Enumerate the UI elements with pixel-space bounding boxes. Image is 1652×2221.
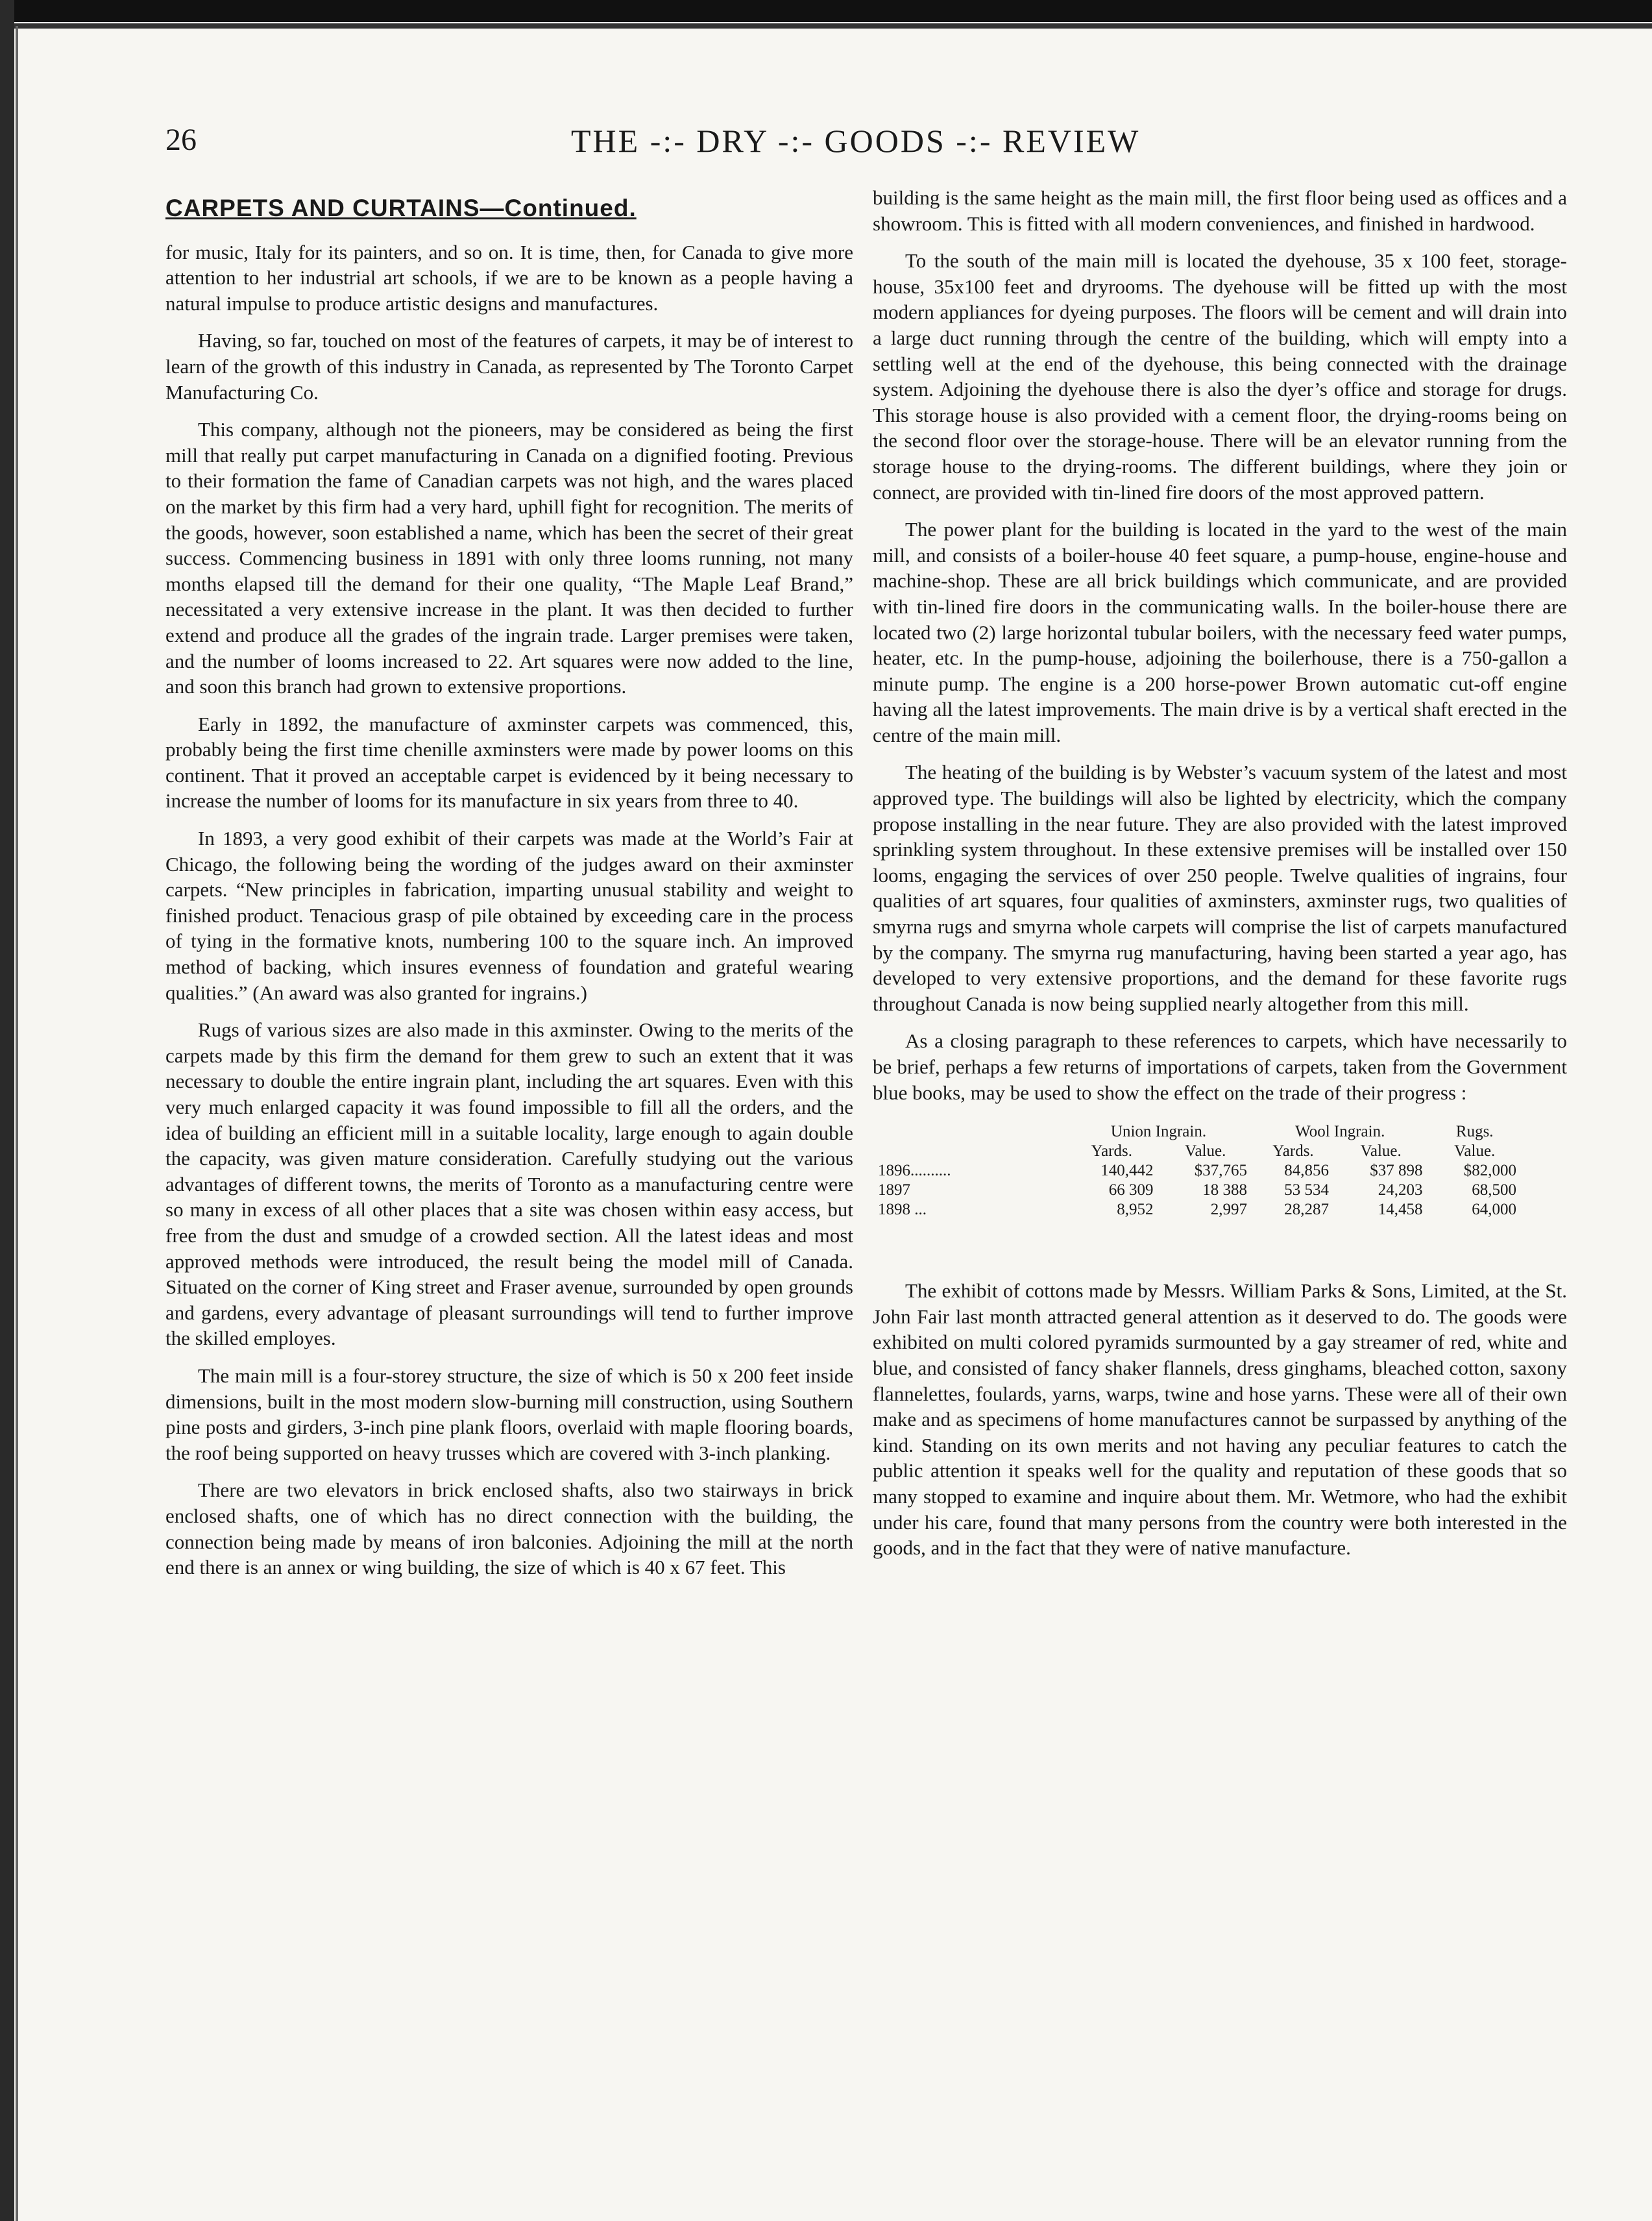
paragraph: In 1893, a very good exhibit of their carpets was made at the World’s Fair at Chicago, the following being the wording of the judges award on their axminster carpets. “New principles in fabrication, imparting unusual stability and weight to finished product. Tenacious grasp of pile obtained by exceeding care in the process of tying in the formative knots, numbering 100 to the square inch. An improved method of backing, which insures evenness of foundation and grateful wearing qualities.” (An award was also granted for ingrains.) [165, 827, 853, 1004]
table-group-header-row [873, 1122, 1522, 1142]
table-header-rugs: Rugs. [1455, 1123, 1494, 1141]
table-cell-year: 1898 ... [878, 1201, 927, 1219]
table-header-blank [873, 1142, 1065, 1161]
table-cell-year: 1896.......... [878, 1162, 951, 1180]
table-subheader: Value. [1454, 1142, 1496, 1160]
scan-top-border [0, 0, 1652, 22]
table-cell: 64,000 [1472, 1201, 1516, 1219]
table-cell: 140,442 [1100, 1162, 1154, 1180]
masthead: THE -:- DRY -:- GOODS -:- REVIEW [571, 123, 1141, 159]
right-column [873, 185, 1567, 1573]
paragraph: for music, Italy for its painters, and so on. It is time, then, for Canada to give more attention to her industrial art schools, if we are to be known as a people having a natural impulse to produce artistic designs and manufactures. [165, 240, 853, 315]
table-cell: $37 898 [1370, 1162, 1423, 1180]
table-cell: 53 534 [1284, 1181, 1329, 1199]
table-header-union-ingrain: Union Ingrain. [1110, 1123, 1207, 1141]
paragraph: Early in 1892, the manufacture of axminster carpets was commenced, this, probably being the first time chenille axminsters were made by power looms on this continent. That it proved an acceptable carpet is evidenced by it being necessary to increase the number of looms for its manufacture in six years from three to 40. [165, 712, 853, 813]
table-cell: 18 388 [1202, 1181, 1247, 1199]
table-cell: 68,500 [1472, 1181, 1516, 1199]
section-title: CARPETS AND CURTAINS—Continued. [165, 195, 637, 221]
table-sub-header-row [873, 1142, 1522, 1161]
paragraph: The heating of the building is by Webster’s vacuum system of the latest and most approved type. The buildings will also be lighted by electricity, which the company propose installing in the near future. They are also provided with the latest improved sprinkling system throughout. In these extensive premises will be installed over 150 looms, engaging the services of over 250 people. Twelve qualities of ingrains, four qualities of art squares, four qualities of axminsters, axminster rugs, two qualities of smyrna rugs and smyrna whole carpets will comprise the list of carpets manufactured by the company. The smyrna rug manufacturing, having been started a year ago, has developed to very extensive proportions, and the demand for these favorite rugs throughout Canada is now being supplied nearly altogether from this mill. [873, 761, 1567, 1015]
paragraph: The main mill is a four-storey structure, the size of which is 50 x 200 feet inside dimensions, built in the most modern slow-burning mill construction, using Southern pine posts and girders, 3-inch pine plank floors, overlaid with maple flooring boards, the roof being supported on heavy trusses which are covered with 3-inch planking. [165, 1364, 853, 1464]
scan-left-border [0, 0, 14, 2221]
table-header-wool-ingrain: Wool Ingrain. [1295, 1123, 1385, 1141]
table-cell-year: 1897 [878, 1181, 910, 1199]
table-cell: $82,000 [1463, 1162, 1516, 1180]
table-row [873, 1200, 1522, 1220]
paragraph: Having, so far, touched on most of the features of carpets, it may be of interest to learn of the growth of this industry in Canada, as represented by The Toronto Carpet Manufacturing Co. [165, 329, 853, 404]
scan-top-border-shadow [0, 23, 1652, 29]
paragraph: There are two elevators in brick enclosed shafts, also two stairways in brick enclosed shafts, one of which has no direct connection with the building, the connection being made by means of iron balconies. Adjoining the mill at the north end there is an annex or wing building, the size of which is 40 x 67 feet. This [165, 1479, 853, 1579]
paragraph: building is the same height as the main mill, the first floor being used as offices and a showroom. This is fitted with all modern conveniences, and finished in hardwood. [873, 186, 1567, 235]
table-row [873, 1181, 1522, 1200]
paragraph: Rugs of various sizes are also made in this axminster. Owing to the merits of the carpets made by this firm the demand for them grew to such an extent that it was necessary to double the entire ingrain plant, including the art squares. Even with this very much enlarged capacity it was found impossible to fill all the orders, and the idea of building an efficient mill in a suitable locality, large enough to again double the capacity, was given mature consideration. Carefully studying out the various advantages of different towns, the merits of Toronto as a manufacturing centre were so many in excess of all other places that a site was chosen within easy access, but free from the dust and smudge of a crowded section. All the latest ideas and most approved methods were introduced, the result being the model mill of Canada. Situated on the corner of King street and Fraser avenue, surrounded by open grounds and gardens, every advantage of pleasant surroundings will tend to further improve the skilled employes. [165, 1018, 853, 1350]
importations-table [873, 1122, 1522, 1220]
table-subheader: Yards. [1091, 1142, 1132, 1160]
left-column [165, 185, 853, 1592]
paragraph: The exhibit of cottons made by Messrs. William Parks & Sons, Limited, at the St. John Fair last month attracted general attention as it deserved to do. The goods were exhibited on multi colored pyramids surmounted by a gay streamer of red, white and blue, and consisted of fancy shaker flannels, dress ginghams, bleached cotton, saxony flannelettes, foulards, yarns, warps, twine and hose yarns. These were all of their own make and as specimens of home manufactures cannot be surpassed by anything of the kind. Standing on its own merits and not having any peculiar features to catch the public attention it speaks well for the quality and reputation of these goods that so many stopped to examine and inquire about them. Mr. Wetmore, who had the exhibit under his care, found that many persons from the country were both interested in the goods, and in the fact that they were of native manufacture. [873, 1279, 1567, 1560]
scan-left-border-shadow [16, 26, 18, 2221]
table-cell: 8,952 [1117, 1201, 1154, 1219]
paragraph: As a closing paragraph to these references to carpets, which have necessarily to be brief, perhaps a few returns of importations of carpets, taken from the Government blue books, may be used to show the effect on the trade of their progress : [873, 1029, 1567, 1104]
table-header-blank [873, 1122, 1065, 1142]
page-number: 26 [165, 123, 197, 157]
table-subheader: Yards. [1272, 1142, 1314, 1160]
table-cell: 24,203 [1378, 1181, 1423, 1199]
paragraph: This company, although not the pioneers, may be considered as being the first mill that really put carpet manufacturing in Canada on a dignified footing. Previous to their formation the fame of Canadian carpets was not high, and the wares placed on the market by this firm had a very hard, uphill fight for recognition. The merits of the goods, however, soon established a name, which has been the secret of their great success. Commencing business in 1891 with only three looms running, not many months elapsed till the demand for their one quality, “The Maple Leaf Brand,” necessitated a very extensive increase in the plant. It was then decided to further extend and produce all the grades of the ingrain trade. Larger premises were taken, and the number of looms increased to 22. Art squares were now added to the line, and soon this branch had grown to extensive proportions. [165, 418, 853, 698]
table-cell: 66 309 [1108, 1181, 1154, 1199]
table-cell: 28,287 [1284, 1201, 1329, 1219]
table-row [873, 1161, 1522, 1181]
paragraph: To the south of the main mill is located the dyehouse, 35 x 100 feet, storage-house, 35x100 feet and dryrooms. The dyehouse will be fitted up with the most modern appliances for dyeing purposes. The floors will be cement and will drain into a large duct running through the centre of the building, which will empty into a settling well at the end of the dyehouse, this being connected with the drainage system. Adjoining the dyehouse there is also the dyer’s office and storage for drugs. This storage house is also provided with a cement floor, the drying-rooms being on the second floor over the storage-house. There will be an elevator running from the storage house to the drying-rooms. The different buildings, where they join or connect, are provided with tin-lined fire doors of the most approved pattern. [873, 249, 1567, 504]
table-cell: $37,765 [1194, 1162, 1247, 1180]
table-cell: 84,856 [1284, 1162, 1329, 1180]
paragraph: The power plant for the building is located in the yard to the west of the main mill, and consists of a boiler-house 40 feet square, a pump-house, engine-house and machine-shop. These are all brick buildings which communicate, and are provided with tin-lined fire doors in the communicating walls. In the boiler-house there are located two (2) large horizontal tubular boilers, with the necessary feed water pumps, heater, etc. In the pump-house, adjoining the boilerhouse, there is a 750-gallon a minute pump. The engine is a 200 horse-power Brown automatic cut-off engine having all the latest improvements. The main drive is by a vertical shaft erected in the centre of the main mill. [873, 518, 1567, 746]
table-subheader: Value. [1185, 1142, 1226, 1160]
table-subheader: Value. [1360, 1142, 1402, 1160]
table-cell: 14,458 [1378, 1201, 1423, 1219]
table-cell: 2,997 [1210, 1201, 1247, 1219]
